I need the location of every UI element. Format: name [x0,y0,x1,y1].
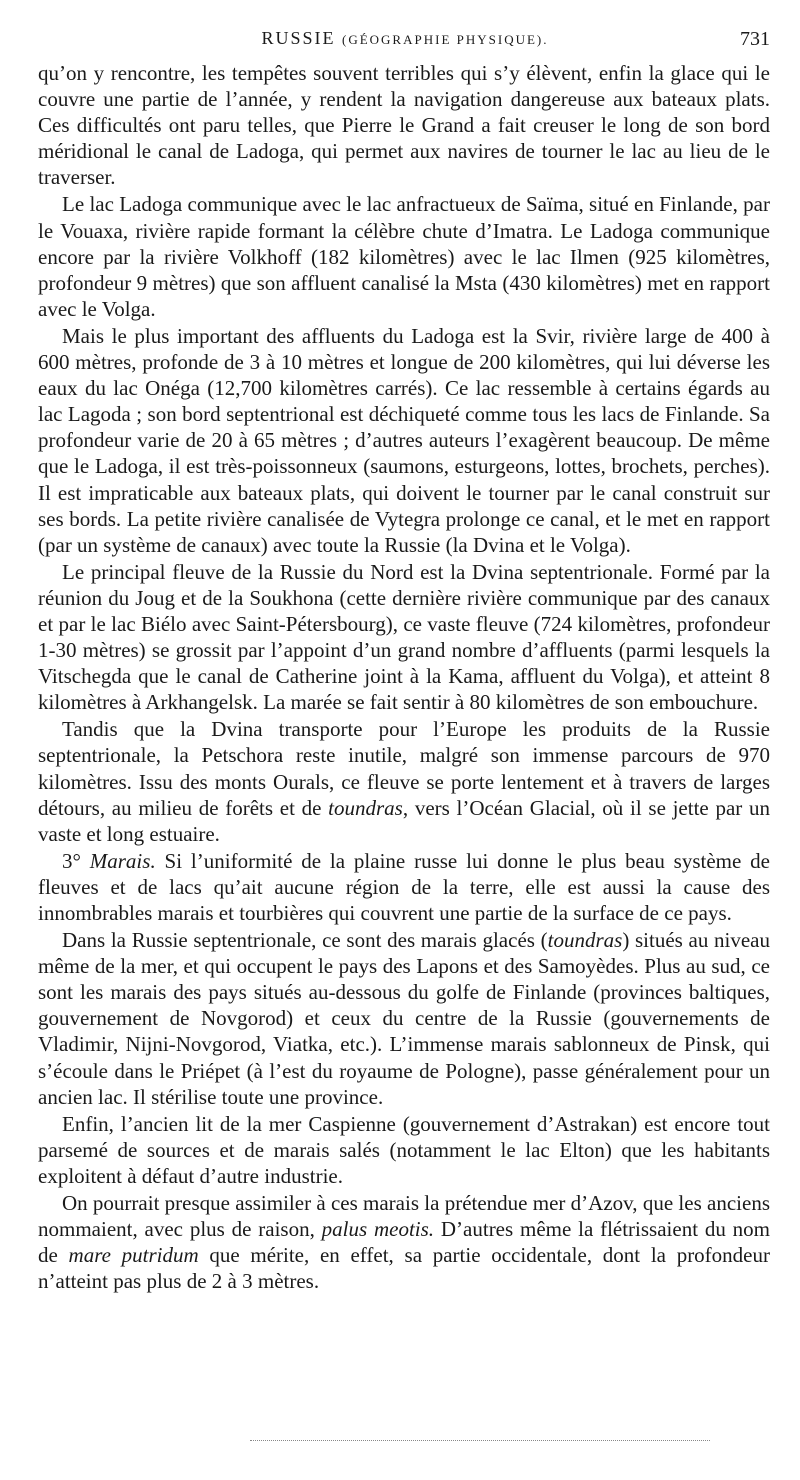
running-title-main: RUSSIE [261,28,336,48]
paragraph [38,191,770,321]
paragraph [38,716,770,846]
paragraph [38,848,770,926]
running-head [40,28,770,52]
text-run: Si l’uniformité de la plaine russe lui donne le plus beau système de fleuves et de lacs qu’ait aucune région de la terre, elle est aussi la cause des innombrables marais et tourbières qui couvrent une partie de la surface de ce pays. [38,848,771,925]
running-title [40,28,770,49]
text-run: 3° [62,848,90,873]
text-run: ) situés au niveau même de la mer, et qui occupent le pays des Lapons et des Samoyèdes. Plus au sud, ce sont les marais des pays situés au-dessous du golfe de Finlande (provinces baltiques, gouvernement de Novgorod) et ceux du centre de la Russie (gouvernements de Vladimir, Nijni-Novgorod, Viatka, etc.). L’immense marais sablonneux de Pinsk, qui s’écoule dans le Priépet (à l’est du royaume de Pologne), passe généralement pour un ancien lac. Il stérilise toute une province. [38,928,770,1109]
body-text [38,60,770,1294]
text-run: Le lac Ladoga communique avec le lac anfractueux de Saïma, situé en Finlande, par le Vouaxa, rivière rapide formant la célèbre chute d’Imatra. Le Ladoga communique encore par la rivière Volkhoff (182 kilomètres) avec le lac Ilmen (925 kilomètres, profondeur 9 mètres) que son affluent canalisé la Msta (430 kilomètres) met en rapport avec le Volga. [38,192,770,321]
text-run: que mérite, en effet, sa partie occidentale, dont la profondeur n’atteint pas plus de 2 à 3 mètres. [38,1243,770,1294]
page-number: 731 [740,28,770,50]
italic-text: toundras [328,795,403,820]
paragraph [38,1190,770,1294]
italic-text: palus meotis. [321,1217,435,1242]
italic-text: Marais. [89,848,156,873]
text-run: qu’on y rencontre, les tempêtes souvent terribles qui s’y élèvent, enfin la glace qui le couvre une partie de l’année, y rendent la navigation dangereuse aux bateaux plats. Ces difficultés ont paru telles, que Pierre le Grand a fait creuser le long de son bord méridional le canal de Ladoga, qui permet aux navires de tourner le lac au lieu de le traverser. [38,61,770,190]
italic-text: mare putridum [68,1243,199,1268]
text-run: Le principal fleuve de la Russie du Nord est la Dvina septentrionale. Formé par la réunion du Joug et de la Soukhona (cette dernière rivière communique par des canaux et par le lac Biélo avec Saint-Pétersbourg), ce vaste fleuve (724 kilomètres, profondeur 1-30 mètres) se grossit par l’appoint d’un grand nombre d’affluents (parmi lesquels la Vitschegda que le canal de Catherine joint à la Kama, affluent du Volga), et atteint 8 kilomètres à Arkhangelsk. La marée se fait sentir à 80 kilomètres de son embouchure. [38,559,770,715]
running-title-sub: (GÉOGRAPHIE PHYSIQUE). [342,32,549,47]
text-run: On pourrait presque assimiler à ces marais la prétendue mer d’Azov, que les anciens nommaient, avec plus de raison, [38,1191,770,1242]
text-run: Enfin, l’ancien lit de la mer Caspienne (gouvernement d’Astrakan) est encore tout parsemé de sources et de marais salés (notamment le lac Elton) que les habitants exploitent à défaut d’autre industrie. [38,1111,770,1188]
italic-text: toundras [547,928,623,953]
text-run: , vers l’Océan Glacial, où il se jette par un vaste et long estuaire. [38,795,770,846]
text-run: D’autres même la flétrissaient du nom de [38,1217,770,1268]
paragraph [38,1111,770,1189]
paragraph [38,559,770,716]
paragraph [38,323,770,558]
text-run: Mais le plus important des affluents du Ladoga est la Svir, rivière large de 400 à 600 mètres, profonde de 3 à 10 mètres et longue de 200 kilomètres, qui lui déverse les eaux du lac Onéga (12,700 kilomètres carrés). Ce lac ressemble à certains égards au lac Lagoda ; son bord septentrional est déchiqueté comme tous les lacs de Finlande. Sa profondeur varie de 20 à 65 mètres ; d’autres auteurs l’exagèrent beaucoup. De même que le Ladoga, il est très-poissonneux (saumons, esturgeons, lottes, brochets, perches). Il est impraticable aux bateaux plats, qui doivent le tourner par le canal construit sur ses bords. La petite rivière canalisée de Vytegra prolonge ce canal, et le met en rapport (par un système de canaux) avec toute la Russie (la Dvina et le Volga). [38,323,770,557]
paragraph [38,60,770,190]
text-run: Dans la Russie septentrionale, ce sont des marais glacés ( [62,928,548,953]
text-run: Tandis que la Dvina transporte pour l’Europe les produits de la Russie septentrionale, la Petschora reste inutile, malgré son immense parcours de 970 kilomètres. Issu des monts Ourals, ce fleuve se porte lentement et à travers de larges détours, au milieu de forêts et de [38,717,770,820]
paragraph [38,927,770,1110]
footer-rule [250,1440,710,1441]
